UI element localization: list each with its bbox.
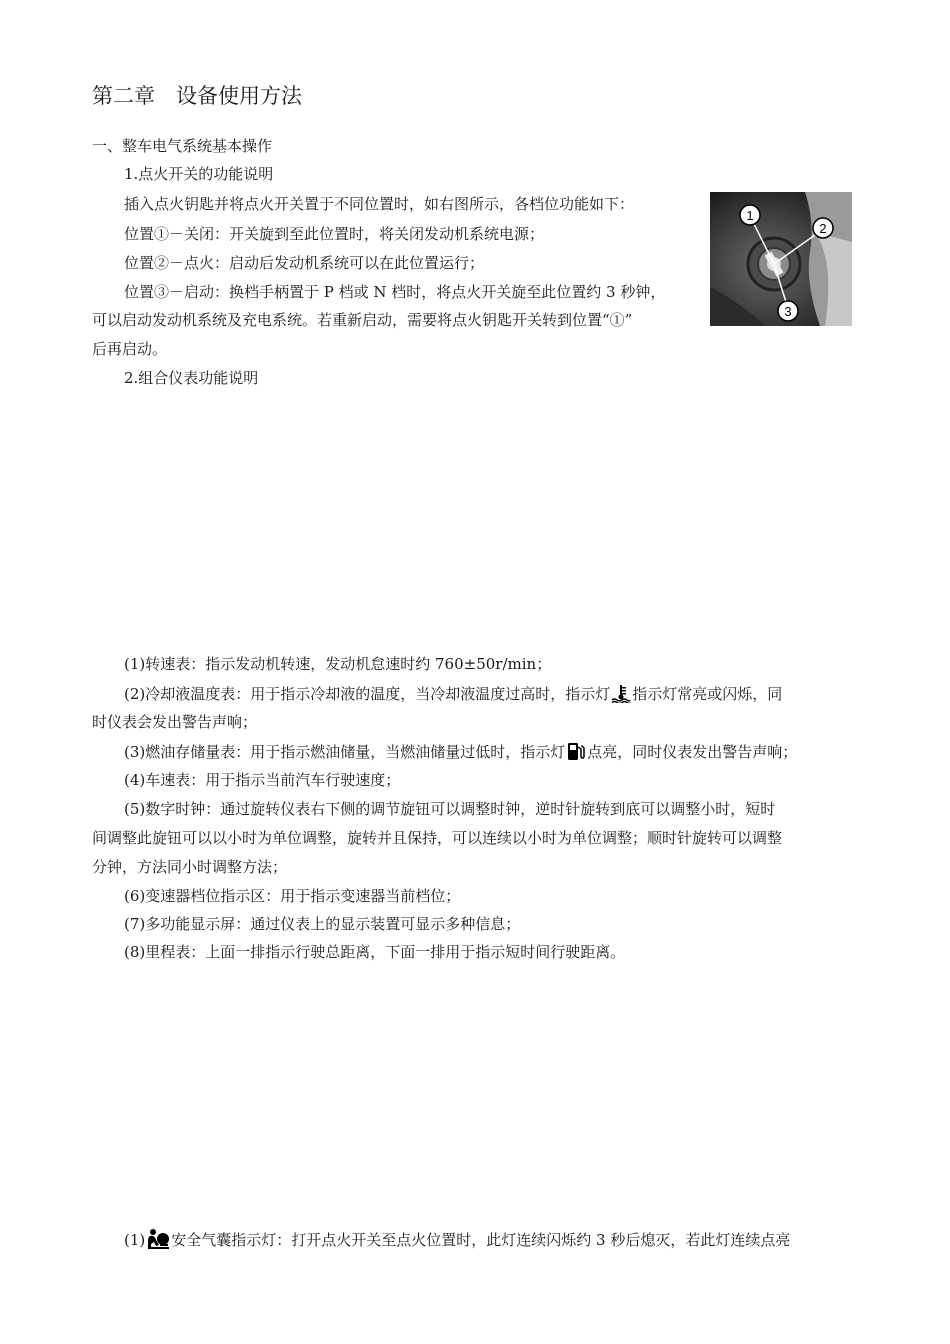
gauge-item-5-line-3: 分钟，方法同小时调整方法； bbox=[92, 858, 288, 876]
callout-2 bbox=[813, 218, 833, 238]
warning-light-item-1-text: 安全气囊指示灯：打开点火开关至点火位置时，此灯连续闪烁约 3 秒后熄灭，若此灯连续点亮 bbox=[171, 1231, 791, 1249]
svg-text:2: 2 bbox=[819, 221, 827, 236]
airbag-indicator-icon bbox=[146, 1228, 170, 1250]
gauge-item-8: (8)里程表：上面一排指示行驶总距离，下面一排用于指示短时间行驶距离。 bbox=[124, 943, 626, 961]
paragraph-position-1: 位置①－关闭：开关旋到至此位置时，将关闭发动机系统电源； bbox=[124, 225, 545, 243]
paragraph-position-3-line-3: 后再启动。 bbox=[92, 340, 168, 358]
section-heading: 一、整车电气系统基本操作 bbox=[92, 137, 273, 155]
callout-1 bbox=[740, 205, 760, 225]
gauge-item-5-line-2: 间调整此旋钮可以以小时为单位调整，旋转并且保持，可以连续以小时为单位调整；顺时针旋转可以调整 bbox=[92, 829, 783, 847]
subsection-heading-instrument: 2.组合仪表功能说明 bbox=[124, 369, 259, 387]
warning-light-item-1 bbox=[124, 1228, 790, 1250]
gauge-item-3-text-a: (3)燃油存储量表：用于指示燃油储量，当燃油储量过低时，指示灯 bbox=[124, 743, 566, 761]
fuel-level-warning-icon bbox=[566, 741, 586, 761]
paragraph-position-2: 位置②－点火：启动后发动机系统可以在此位置运行； bbox=[124, 254, 485, 272]
coolant-temperature-warning-icon bbox=[611, 683, 631, 703]
gauge-item-4: (4)车速表：用于指示当前汽车行驶速度； bbox=[124, 771, 401, 789]
gauge-item-2 bbox=[124, 683, 782, 704]
chapter-title: 第二章 设备使用方法 bbox=[92, 84, 302, 108]
paragraph-intro: 插入点火钥匙并将点火开关置于不同位置时，如右图所示，各档位功能如下： bbox=[124, 195, 635, 213]
svg-text:3: 3 bbox=[784, 304, 792, 319]
svg-text:1: 1 bbox=[746, 208, 754, 223]
gauge-item-1: (1)转速表：指示发动机转速，发动机怠速时约 760±50r/min； bbox=[124, 655, 552, 673]
gauge-item-3 bbox=[124, 741, 797, 762]
gauge-item-2-line-2: 时仪表会发出警告声响； bbox=[92, 713, 258, 731]
subsection-heading-ignition: 1.点火开关的功能说明 bbox=[124, 165, 274, 183]
warning-light-item-1-prefix: (1) bbox=[124, 1231, 146, 1249]
gauge-item-2-text-a: (2)冷却液温度表：用于指示冷却液的温度，当冷却液温度过高时，指示灯 bbox=[124, 685, 611, 703]
callout-3 bbox=[778, 301, 798, 321]
paragraph-position-3-line-2: 可以启动发动机系统及充电系统。若重新启动，需要将点火钥匙开关转到位置“①” bbox=[92, 311, 633, 329]
gauge-item-2-text-b: 指示灯常亮或闪烁，同 bbox=[632, 685, 783, 703]
gauge-item-6: (6)变速器档位指示区：用于指示变速器当前档位； bbox=[124, 887, 461, 905]
ignition-switch-photo bbox=[710, 192, 852, 326]
gauge-item-5: (5)数字时钟：通过旋转仪表右下侧的调节旋钮可以调整时钟，逆时针旋转到底可以调整小时，短时 bbox=[124, 800, 776, 818]
paragraph-position-3: 位置③－启动：换档手柄置于 P 档或 N 档时，将点火开关旋至此位置约 3 秒钟， bbox=[124, 283, 666, 301]
gauge-item-3-text-b: 点亮，同时仪表发出警告声响； bbox=[587, 743, 798, 761]
gauge-item-7: (7)多功能显示屏：通过仪表上的显示装置可显示多种信息； bbox=[124, 915, 521, 933]
